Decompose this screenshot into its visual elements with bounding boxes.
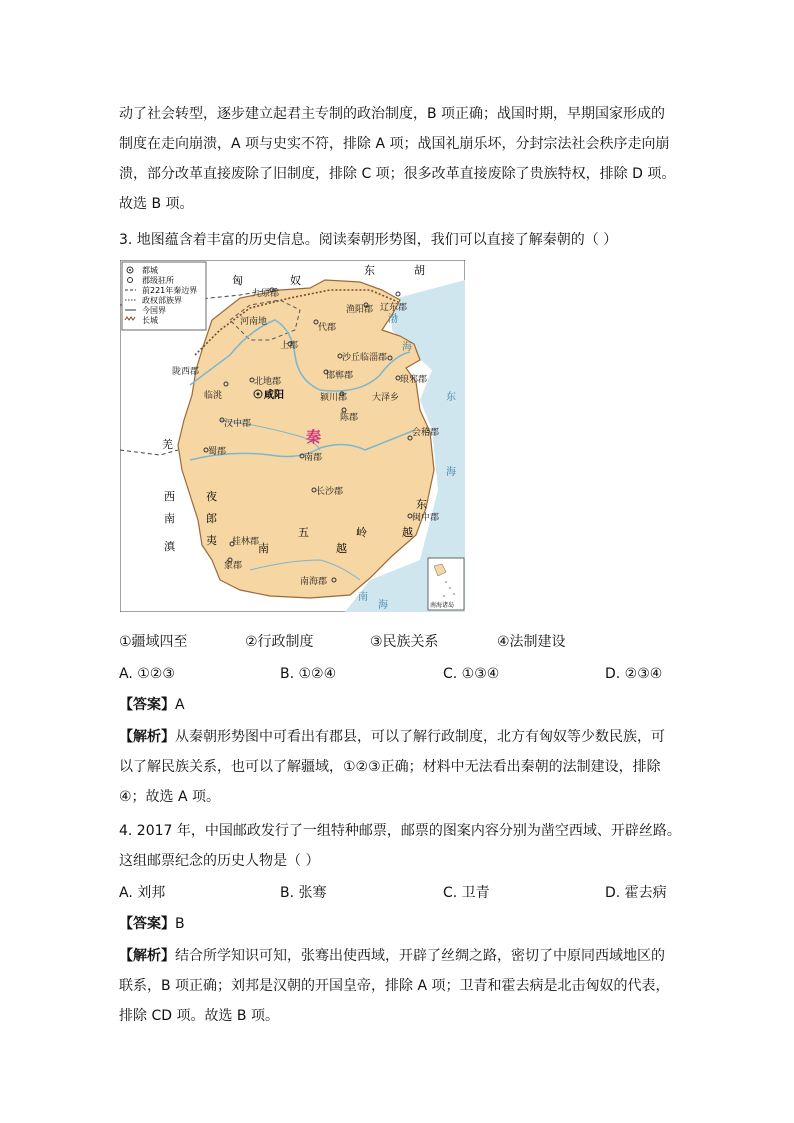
q3-analysis-line-1 — [119, 727, 665, 747]
commandery-label: 陇西郡 — [172, 367, 200, 377]
q3-option-b: B. ①②④ — [280, 666, 337, 682]
prev-analysis-line-2: 制度在走向崩溃，A 项与史实不符，排除 A 项；战国礼崩乐坏，分封宗法社会秩序走向崩 — [119, 136, 670, 152]
sea-label: 海 — [402, 342, 412, 353]
q3-item-3: ③民族关系 — [370, 634, 439, 650]
q4-option-b: B. 张骞 — [280, 885, 327, 901]
people-label: 郎 — [206, 512, 217, 525]
inset-label: 南海诸岛 — [430, 602, 455, 609]
commandery-label: 大泽乡 — [372, 393, 400, 403]
people-label: 夜 — [206, 490, 217, 503]
qin-dynasty-map — [120, 260, 465, 612]
q3-analysis-line-2: 以了解民族关系，也可以了解疆域，①②③正确；材料中无法看出秦朝的法制建设，排除 — [119, 759, 661, 775]
people-label: 南 — [164, 512, 175, 525]
people-label: 胡 — [414, 264, 425, 277]
answer-tag: 【答案】 — [119, 697, 175, 713]
commandery-label: 辽东郡 — [380, 303, 408, 313]
commandery-label: 陈郡 — [340, 413, 359, 423]
q4-stem-line-1: 4. 2017 年，中国邮政发行了一组特种邮票，邮票的图案内容分别为凿空西域、开辟丝路。 — [119, 823, 681, 839]
commandery-label: 南海郡 — [300, 577, 328, 587]
q4-analysis-line-2: 联系，B 项正确；刘邦是汉朝的开国皇帝，排除 A 项；卫青和霍去病是北击匈奴的代表， — [119, 978, 670, 994]
q4-option-d: D. 霍去病 — [605, 885, 667, 901]
commandery-label: 汉中郡 — [224, 419, 252, 429]
answer-value: A — [175, 697, 185, 713]
q4-stem-line-2: 这组邮票纪念的历史人物是（ ） — [119, 853, 320, 869]
commandery-label: 琅邪郡 — [400, 375, 428, 385]
people-label: 岭 — [356, 526, 367, 539]
commandery-label: 颍川郡 — [320, 393, 348, 403]
prev-analysis-line-1: 动了社会转型，逐步建立起君主专制的政治制度，B 项正确；战国时期，早期国家形成的 — [119, 106, 666, 122]
legend-0: 都城 — [142, 266, 158, 275]
legend-2: 前221年秦边界 — [142, 286, 198, 295]
commandery-label: 渔阳郡 — [346, 305, 374, 315]
q3-answer — [119, 695, 185, 715]
commandery-label: 代郡 — [318, 323, 337, 333]
capital-label: 咸阳 — [264, 390, 284, 401]
qin-label: 秦 — [306, 428, 322, 446]
commandery-label: 九原郡 — [252, 289, 280, 299]
commandery-label: 临洮 — [204, 391, 223, 401]
analysis-tag: 【解析】 — [119, 948, 175, 964]
q3-analysis-line-3: ④；故选 A 项。 — [119, 789, 221, 805]
commandery-label: 上郡 — [280, 341, 299, 351]
sea-label: 东 — [446, 392, 456, 403]
analysis-tag: 【解析】 — [119, 729, 175, 745]
people-label: 东 — [364, 264, 375, 277]
answer-tag: 【答案】 — [119, 916, 175, 932]
q3-stem: 3. 地图蕴含着丰富的历史信息。阅读秦朝形势图，我们可以直接了解秦朝的（ ） — [119, 232, 618, 248]
prev-analysis-line-4: 故选 B 项。 — [119, 196, 194, 212]
q3-option-a: A. ①②③ — [119, 666, 175, 682]
sea-label: 海 — [446, 467, 456, 478]
q3-item-2: ②行政制度 — [245, 634, 314, 650]
people-label: 越 — [402, 526, 413, 539]
people-label: 西 — [164, 490, 175, 503]
sea-label: 渤 — [388, 314, 398, 325]
q4-option-c: C. 卫青 — [443, 885, 490, 901]
commandery-label: 北地郡 — [254, 377, 282, 387]
prev-analysis-line-3: 溃，部分改革直接废除了旧制度，排除 C 项；很多改革直接废除了贵族特权，排除 D 项。 — [119, 166, 676, 182]
analysis-text: 从秦朝形势图中可看出有郡县，可以了解行政制度，北方有匈奴等少数民族，可 — [175, 729, 665, 745]
commandery-label: 闽中郡 — [412, 513, 440, 523]
analysis-text: 结合所学知识可知，张骞出使西域，开辟了丝绸之路，密切了中原同西域地区的 — [175, 948, 665, 964]
commandery-label: 长沙郡 — [316, 487, 344, 497]
sea-label: 海 — [378, 600, 388, 611]
people-label: 奴 — [290, 274, 301, 287]
legend-3: 政权部族界 — [142, 296, 182, 305]
commandery-label: 临淄郡 — [360, 353, 388, 363]
q3-option-c: C. ①③④ — [443, 666, 500, 682]
people-label: 东 — [416, 498, 427, 511]
people-label: 羌 — [162, 438, 173, 451]
sea-label: 南 — [358, 592, 368, 603]
q3-item-4: ④法制建设 — [497, 634, 566, 650]
q4-analysis-line-1 — [119, 946, 665, 966]
legend-5: 长城 — [142, 316, 158, 325]
commandery-label: 桂林郡 — [232, 537, 260, 547]
people-label: 夷 — [206, 534, 217, 547]
people-label: 越 — [336, 542, 347, 555]
commandery-label: 邯郸郡 — [326, 371, 354, 381]
commandery-label: 会稽郡 — [412, 428, 440, 438]
commandery-label: 河南地 — [240, 317, 268, 327]
q4-answer — [119, 914, 185, 934]
commandery-label: 象郡 — [224, 561, 243, 571]
commandery-label: 南郡 — [304, 453, 323, 463]
people-label: 南 — [258, 542, 269, 555]
commandery-label: 沙丘 — [342, 353, 361, 363]
people-label: 匈 — [232, 274, 243, 287]
answer-value: B — [175, 916, 185, 932]
commandery-label: 蜀郡 — [208, 447, 227, 457]
q4-option-a: A. 刘邦 — [119, 885, 166, 901]
q3-option-d: D. ②③④ — [605, 666, 663, 682]
people-label: 滇 — [164, 540, 175, 553]
q4-analysis-line-3: 排除 CD 项。故选 B 项。 — [119, 1008, 279, 1024]
legend-1: 郡级驻所 — [142, 276, 174, 285]
people-label: 五 — [298, 526, 309, 539]
q3-item-1: ①疆域四至 — [119, 634, 188, 650]
legend-4: 今国界 — [142, 306, 166, 315]
